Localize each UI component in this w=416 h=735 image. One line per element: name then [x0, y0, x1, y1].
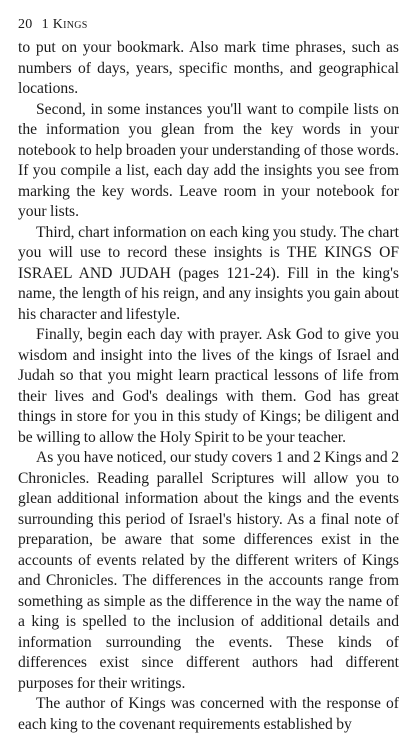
book-page	[18, 16, 399, 735]
paragraph-finally: Finally, begin each day with prayer. Ask God to give you wisdom and insight into the lives of the kings of Israel and Judah so that you might learn practical lessons of life from their lives and God's dealings with them. God has great things in store for you in this study of Kings; be diligent and be willing to allow the Holy Spirit to be your teacher.	[18, 326, 399, 446]
body-text	[18, 38, 399, 735]
page-number: 20	[18, 17, 33, 32]
paragraph-third: Third, chart information on each king you study. The chart you will use to record these insights is THE KINGS OF ISRAEL AND JUDAH (pages 121-24). Fill in the king's name, the length of his reign, and any insights you gain about his character and lifestyle.	[18, 223, 399, 323]
paragraph-author-of-kings: The author of Kings was concerned with the response of each king to the covenant requirements established by	[18, 695, 399, 733]
paragraph-second: Second, in some instances you'll want to compile lists on the information you glean from the key words in your notebook to help broaden your understanding of those words. If you compile a list, each day add the insights you see from marking the key words. Leave room in your notebook for your lists.	[18, 100, 399, 220]
book-title: 1 Kings	[41, 17, 88, 32]
running-head	[18, 16, 399, 34]
paragraph-continued: to put on your bookmark. Also mark time phrases, such as numbers of days, years, specific months, and geographical locations.	[18, 39, 399, 97]
paragraph-parallel-scriptures: As you have noticed, our study covers 1 and 2 Kings and 2 Chronicles. Reading parallel Scriptures will allow you to glean additional information about the kings and the events surrounding this period of Israel's history. As a final note of preparation, be aware that some differences exist in the accounts of events related by the different writers of Kings and Chronicles. The differences in the accounts range from something as simple as the difference in the way the name of a king is spelled to the inclusion of additional details and information surrounding the events. These kinds of differences exist since different authors had different purposes for their writings.	[18, 449, 399, 692]
